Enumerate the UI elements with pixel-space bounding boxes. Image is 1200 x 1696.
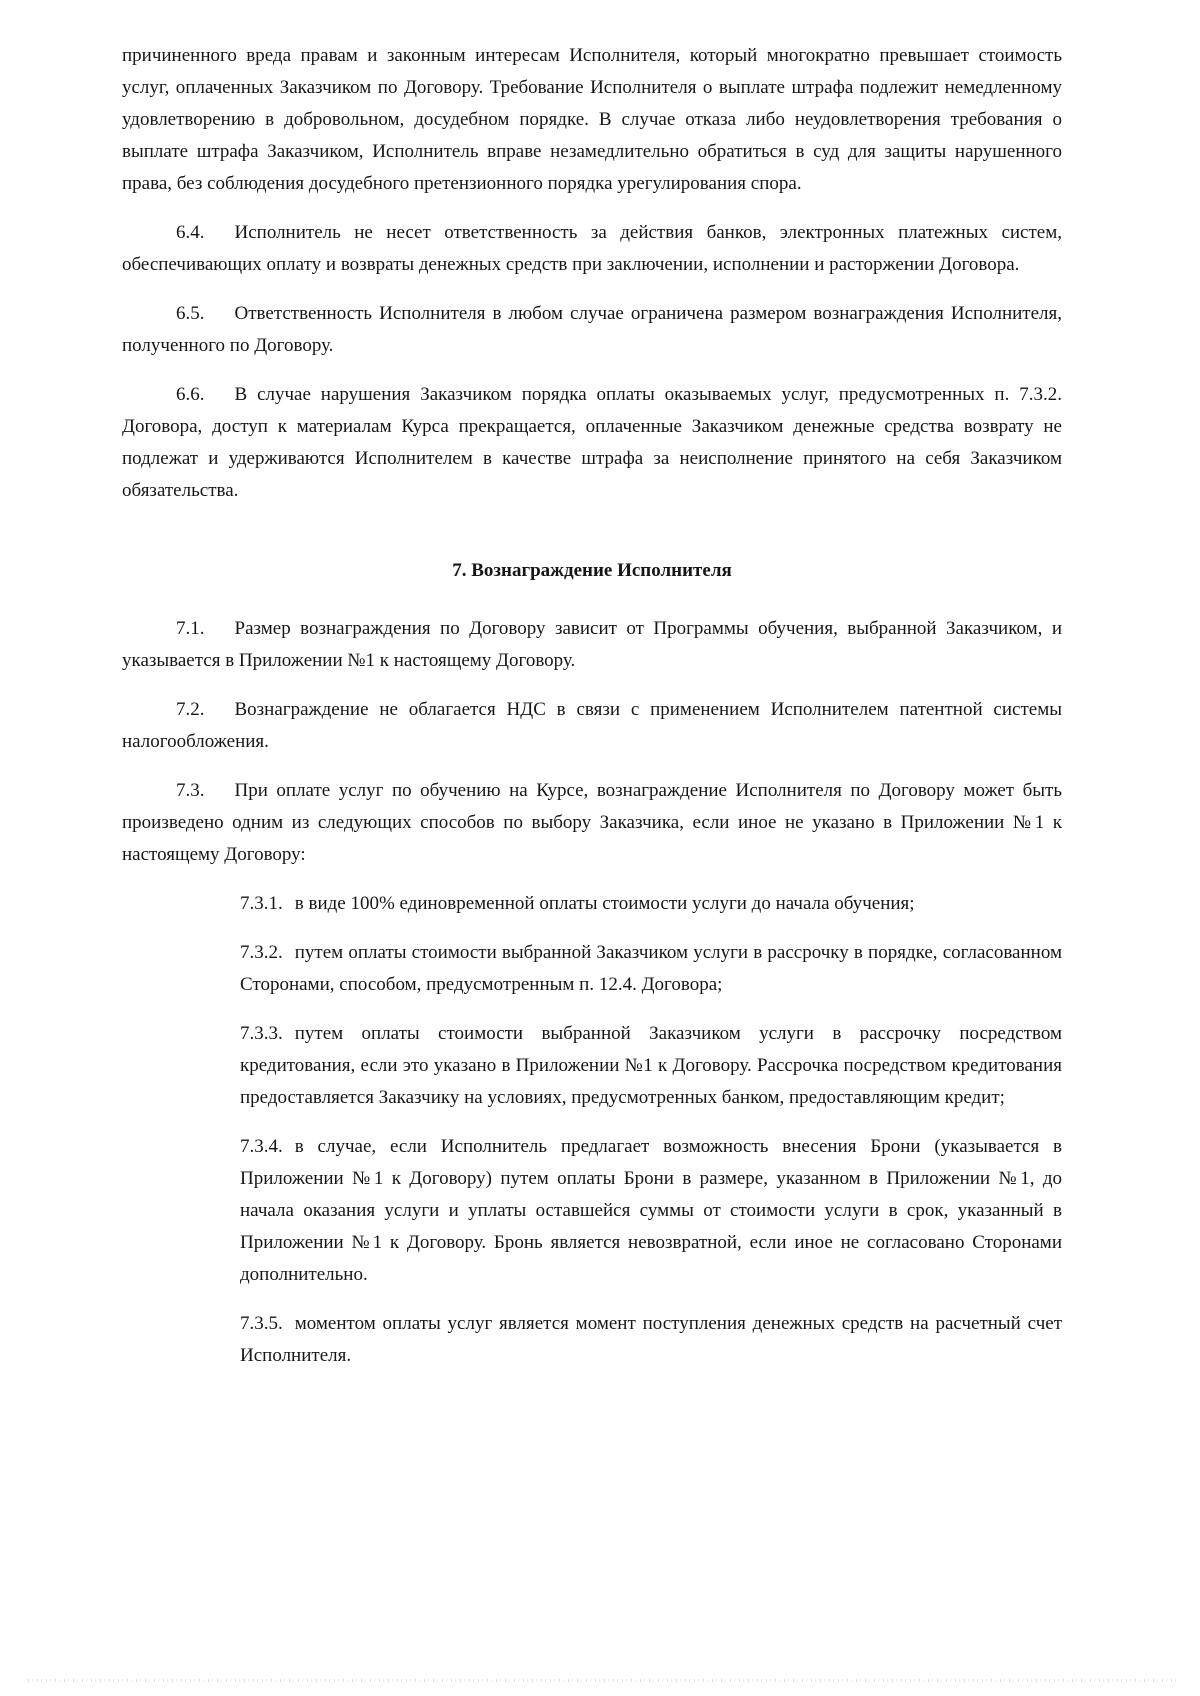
clause-7-1-number: 7.1.	[176, 618, 205, 639]
subclause-7-3-5-number: 7.3.5.	[240, 1313, 283, 1334]
clause-6-5	[122, 298, 1062, 362]
paragraph-intro-continuation: причиненного вреда правам и законным интересам Исполнителя, который многократно превышает стоимость услуг, оплаченных Заказчиком по Договору. Требование Исполнителя о выплате штрафа подлежит немедленному удовлетворению в добровольном, досудебном порядке. В случае отказа либо неудовлетворения требования о выплате штрафа Заказчиком, Исполнитель вправе незамедлительно обратиться в суд для защиты нарушенного права, без соблюдения досудебного претензионного порядка урегулирования спора.	[122, 45, 1062, 194]
clause-7-1-text: Размер вознаграждения по Договору зависит от Программы обучения, выбранной Заказчиком, и указывается в Приложении №1 к настоящему Договору.	[122, 618, 1062, 671]
clause-6-6-number: 6.6.	[176, 384, 205, 405]
clause-7-1	[122, 613, 1062, 677]
clause-6-4-number: 6.4.	[176, 222, 205, 243]
section-7-heading: 7. Вознаграждение Исполнителя	[452, 560, 732, 581]
clause-7-3	[122, 775, 1062, 871]
subclause-7-3-1-number: 7.3.1.	[240, 893, 283, 914]
clause-6-4-text: Исполнитель не несет ответственность за действия банков, электронных платежных систем, обеспечивающих оплату и возвраты денежных средств при заключении, исполнении и расторжении Договора.	[122, 222, 1062, 275]
subclause-7-3-4	[240, 1131, 1062, 1291]
clause-7-2	[122, 694, 1062, 758]
subclause-7-3-3	[240, 1018, 1062, 1114]
subclause-7-3-3-number: 7.3.3.	[240, 1023, 283, 1044]
subclause-7-3-5	[240, 1308, 1062, 1372]
clause-6-5-text: Ответственность Исполнителя в любом случае ограничена размером вознаграждения Исполнителя, полученного по Договору.	[122, 303, 1062, 356]
subclause-7-3-2	[240, 937, 1062, 1001]
clause-6-6-text: В случае нарушения Заказчиком порядка оплаты оказываемых услуг, предусмотренных п. 7.3.2. Договора, доступ к материалам Курса прекращается, оплаченные Заказчиком денежные средства возврату не подлежат и удерживаются Исполнителем в качестве штрафа за неисполнение принятого на себя Заказчиком обязательства.	[122, 384, 1062, 501]
clause-6-4	[122, 217, 1062, 281]
subclause-7-3-1	[240, 888, 1062, 920]
clause-7-3-text: При оплате услуг по обучению на Курсе, вознаграждение Исполнителя по Договору может быть произведено одним из следующих способов по выбору Заказчика, если иное не указано в Приложении №1 к настоящему Договору:	[122, 780, 1062, 865]
clause-7-3-number: 7.3.	[176, 780, 205, 801]
subclause-7-3-3-text: путем оплаты стоимости выбранной Заказчиком услуги в рассрочку посредством кредитования, если это указано в Приложении №1 к Договору. Рассрочка посредством кредитования предоставляется Заказчику на условиях, предусмотренных банком, предоставляющим кредит;	[240, 1023, 1062, 1108]
clause-6-6	[122, 379, 1062, 507]
clause-7-2-number: 7.2.	[176, 699, 205, 720]
subclause-7-3-1-text: в виде 100% единовременной оплаты стоимости услуги до начала обучения;	[294, 893, 915, 914]
clause-6-5-number: 6.5.	[176, 303, 205, 324]
clause-7-2-text: Вознаграждение не облагается НДС в связи с применением Исполнителем патентной системы налогообложения.	[122, 699, 1062, 752]
subclause-7-3-5-text: моментом оплаты услуг является момент поступления денежных средств на расчетный счет Исполнителя.	[240, 1313, 1062, 1366]
subclause-7-3-2-number: 7.3.2.	[240, 942, 283, 963]
subclause-7-3-2-text: путем оплаты стоимости выбранной Заказчиком услуги в рассрочку в порядке, согласованном Сторонами, способом, предусмотренным п. 12.4. Договора;	[240, 942, 1062, 995]
subclause-7-3-4-number: 7.3.4.	[240, 1136, 283, 1157]
scan-noise-line	[28, 1679, 1180, 1682]
subclause-7-3-4-text: в случае, если Исполнитель предлагает возможность внесения Брони (указывается в Приложении №1 к Договору) путем оплаты Брони в размере, указанном в Приложении №1, до начала оказания услуги и уплаты оставшейся суммы от стоимости услуги в срок, указанный в Приложении №1 к Договору. Бронь является невозвратной, если иное не согласовано Сторонами дополнительно.	[240, 1136, 1062, 1285]
